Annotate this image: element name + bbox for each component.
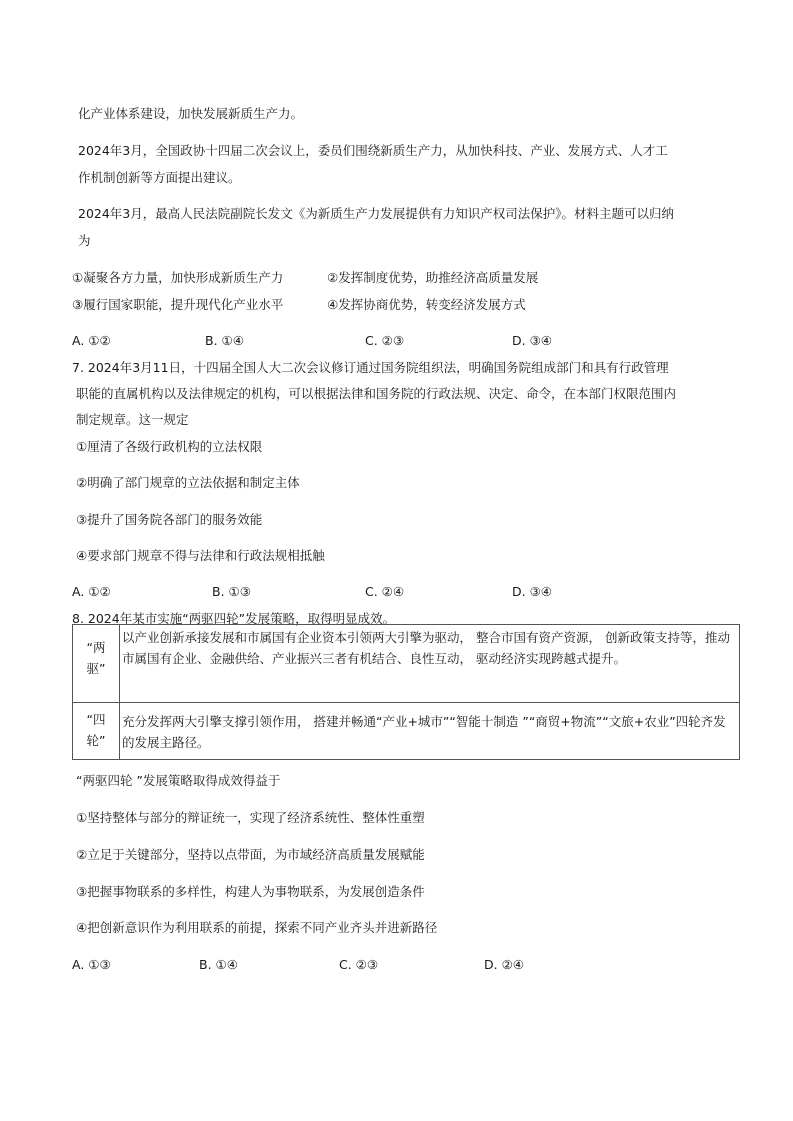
- q8-option-c: C. ②③: [339, 957, 379, 972]
- q8-option-a: A. ①③: [72, 957, 111, 972]
- q6-statement-3: ③履行国家职能，提升现代化产业水平: [72, 297, 284, 312]
- q7-option-a: A. ①②: [72, 584, 111, 599]
- q6-option-a: A. ①②: [72, 333, 111, 348]
- q8-stem: 8. 2024年某市实施“两驱四轮”发展策略，取得明显成效。: [72, 611, 396, 626]
- q7-option-b: B. ①③: [212, 584, 251, 599]
- table-head-cell: [73, 703, 120, 760]
- q7-stem-line: 职能的直属机构以及法律规定的机构，可以根据法律和国务院的行政法规、决定、命令，在本部门权限范围内: [76, 386, 677, 401]
- q6-statement-1: ①凝聚各方力量，加快形成新质生产力: [72, 270, 284, 285]
- q8-question: “两驱四轮 ”发展策略取得成效得益于: [76, 773, 281, 788]
- table-body-cell: 充分发挥两大引擎支撑引领作用， 搭建并畅通“产业+城市”“智能十制造 ”“商贸+物流”“文旅+农业”四轮齐发的发展主路径。: [120, 703, 740, 760]
- table-head-cell: [73, 625, 120, 703]
- q6-statement-4: ④发挥协商优势，转变经济发展方式: [327, 297, 526, 312]
- q6-statement-2: ②发挥制度优势，助推经济高质量发展: [327, 270, 539, 285]
- q8-option-d: D. ②④: [484, 957, 524, 972]
- intro-line: 2024年3月，全国政协十四届二次会议上，委员们围绕新质生产力，从加快科技、产业、发展方式、人才工: [78, 143, 668, 158]
- q7-option-d: D. ③④: [512, 584, 552, 599]
- q8-statement-3: ③把握事物联系的多样性，构建人为事物联系，为发展创造条件: [76, 884, 425, 899]
- table-head-text: “两驱”: [86, 640, 106, 676]
- q8-statement-2: ②立足于关键部分，坚持以点带面，为市域经济高质量发展赋能: [76, 847, 425, 862]
- q7-stem-line: 7. 2024年3月11日，十四届全国人大二次会议修订通过国务院组织法，明确国务院组成部门和具有行政管理: [72, 360, 669, 375]
- intro-line: 作机制创新等方面提出建议。: [78, 170, 241, 185]
- strategy-table: [72, 624, 740, 760]
- intro-line: 化产业体系建设，加快发展新质生产力。: [78, 106, 304, 121]
- q8-option-b: B. ①④: [199, 957, 238, 972]
- table-head-text: “四轮”: [86, 712, 106, 748]
- table-row: [73, 625, 740, 703]
- table-body-cell: 以产业创新承接发展和市属国有企业资本引领两大引擎为驱动， 整合市国有资产资源， 创新政策支持等，推动市属国有企业、金融供给、产业振兴三者有机结合、良性互动， 驱动经济实现跨越式提升。: [120, 625, 740, 703]
- q8-statement-4: ④把创新意识作为利用联系的前提，探索不同产业齐头并进新路径: [76, 920, 438, 935]
- q6-option-d: D. ③④: [512, 333, 552, 348]
- q6-option-c: C. ②③: [365, 333, 405, 348]
- table-row: [73, 703, 740, 760]
- q8-statement-1: ①坚持整体与部分的辩证统一，实现了经济系统性、整体性重塑: [76, 810, 425, 825]
- q7-stem-line: 制定规章。这一规定: [76, 412, 189, 427]
- q7-statement-4: ④要求部门规章不得与法律和行政法规相抵触: [76, 548, 325, 563]
- intro-line: 为: [78, 233, 91, 248]
- q7-option-c: C. ②④: [365, 584, 405, 599]
- q7-statement-1: ①厘清了各级行政机构的立法权限: [76, 439, 263, 454]
- intro-line: 2024年3月，最高人民法院副院长发文《为新质生产力发展提供有力知识产权司法保护》。材料主题可以归纳: [78, 206, 675, 221]
- q6-option-b: B. ①④: [205, 333, 244, 348]
- q7-statement-3: ③提升了国务院各部门的服务效能: [76, 512, 263, 527]
- q7-statement-2: ②明确了部门规章的立法依据和制定主体: [76, 475, 300, 490]
